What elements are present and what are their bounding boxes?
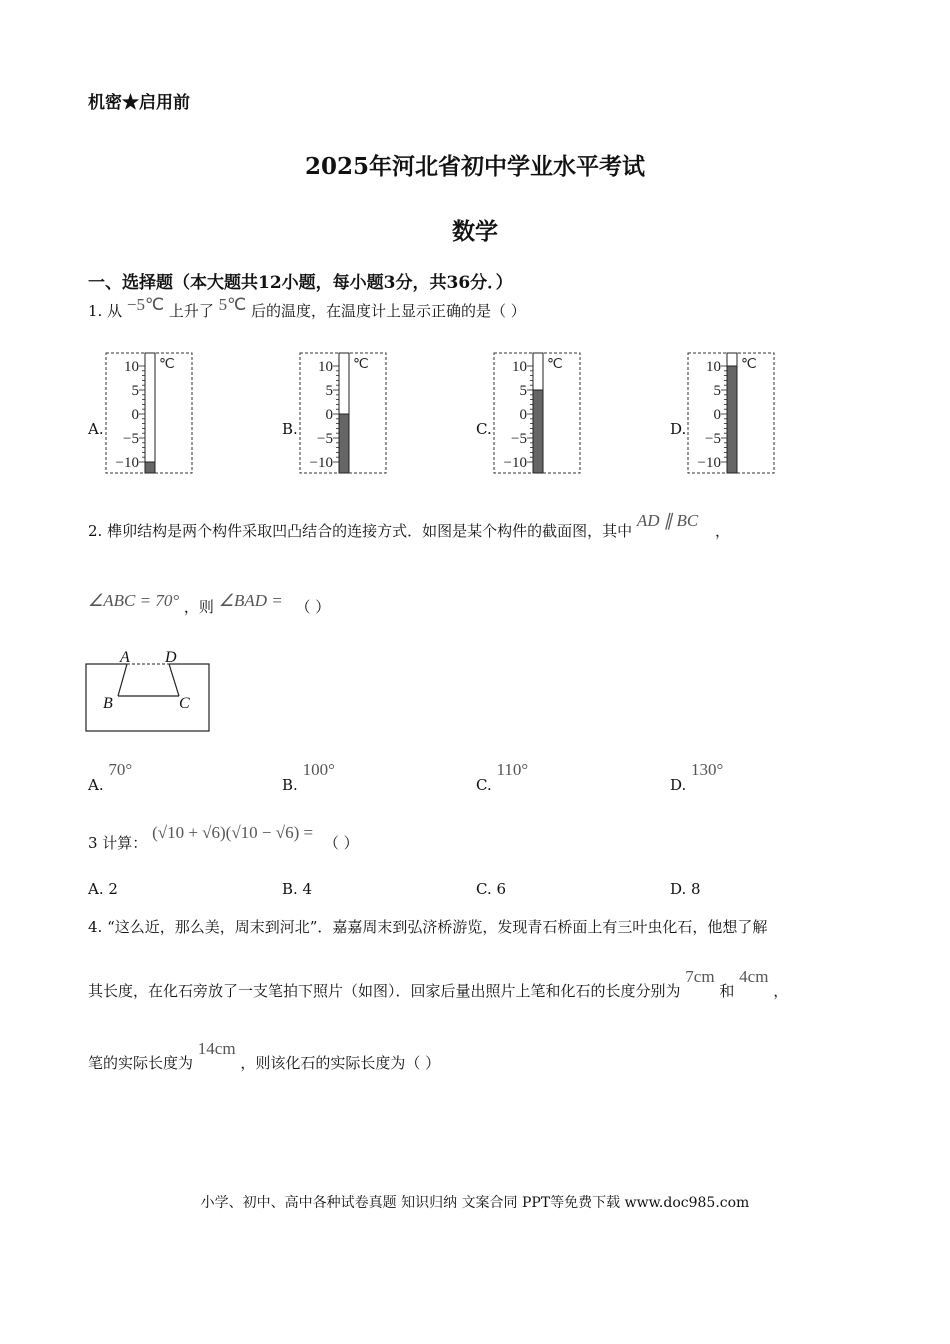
q1-option-b-label[interactable]: B.: [282, 420, 298, 438]
thermometer-unit: ℃: [547, 357, 563, 372]
q1-text-b: 上升了: [168, 302, 214, 320]
q2-option-b-label: B.: [282, 776, 298, 794]
q1-text-a: 从: [107, 302, 123, 320]
thermometer-tick-label: 10: [124, 359, 139, 375]
question-4-line3: [88, 1039, 441, 1073]
thermometer-unit: ℃: [741, 357, 757, 372]
q4-and: 和: [719, 982, 735, 1000]
question-1-stem: [88, 295, 526, 321]
q1-option-a-thermometer[interactable]: [105, 352, 195, 476]
question-2-stem-line2: [88, 591, 331, 617]
q2-label-b: B: [103, 695, 113, 712]
page-footer: 小学、初中、高中各种试卷真题 知识归纳 文案合同 PPT等免费下载 www.doc985.com: [200, 1195, 750, 1211]
thermometer-tube: [145, 353, 155, 473]
thermometer-mercury: [145, 462, 155, 473]
q1-text-c: 后的温度，在温度计上显示正确的是（ ）: [251, 302, 526, 320]
thermometer-tick-label: 0: [519, 407, 527, 423]
q1-option-a-label[interactable]: A.: [88, 420, 104, 438]
thermometer-tick-label: 0: [131, 407, 139, 423]
q1-option-c-thermometer[interactable]: [493, 352, 583, 476]
q3-math: (√10 + √6)(√10 − √6) =: [152, 823, 314, 842]
q2-comma: ，: [715, 522, 731, 540]
q2-option-b[interactable]: [282, 760, 335, 794]
thermometer-tick-label: −10: [503, 455, 527, 471]
thermometer-mercury: [727, 366, 737, 473]
thermometer-unit: ℃: [159, 357, 175, 372]
q2-option-a-value: 70°: [108, 760, 133, 779]
q2-math-parallel: AD ∥ BC: [636, 511, 699, 530]
question-2-stem-line1: [88, 511, 731, 541]
thermometer-tick-label: −10: [309, 455, 333, 471]
thermometer-tick-label: −5: [705, 431, 721, 447]
thermometer-tick-label: −5: [123, 431, 139, 447]
section-heading: 一、选择题（本大题共12小题，每小题3分，共36分．）: [88, 273, 513, 293]
q2-option-d[interactable]: [670, 760, 724, 794]
q2-option-c[interactable]: [476, 760, 529, 794]
q3-option-b[interactable]: B. 4: [282, 880, 313, 898]
q1-math-a: −5℃: [126, 295, 165, 314]
thermometer-tick-label: 5: [519, 383, 527, 399]
q3-option-d[interactable]: D. 8: [670, 880, 701, 898]
q2-figure-ab: [118, 664, 127, 696]
q2-option-b-value: 100°: [302, 760, 335, 779]
q1-number: 1.: [88, 302, 103, 320]
thermometer-tick-label: 0: [325, 407, 333, 423]
thermometer-tick-label: −5: [317, 431, 333, 447]
q2-label-c: C: [179, 695, 190, 712]
q1-option-d-label[interactable]: D.: [670, 420, 687, 438]
question-4-line2: [88, 967, 789, 1001]
q2-label-a: A: [120, 649, 130, 666]
q2-figure-cd: [169, 664, 179, 696]
thermometer-tick-label: 5: [713, 383, 721, 399]
q4-comma: ，: [773, 982, 789, 1000]
q4-line2-text: 其长度，在化石旁放了一支笔拍下照片（如图）．回家后量出照片上笔和化石的长度分别为: [88, 982, 681, 1000]
q3-text-a: 3 计算：: [88, 834, 148, 852]
thermometer-tick-label: −10: [697, 455, 721, 471]
q2-text-a: 2. 榫卯结构是两个构件采取凹凸结合的连接方式．如图是某个构件的截面图，其中: [88, 522, 633, 540]
thermometer-mercury: [533, 390, 543, 473]
q4-math-7cm: 7cm: [685, 967, 715, 986]
q4-math-4cm: 4cm: [739, 967, 769, 986]
q1-option-c-label[interactable]: C.: [476, 420, 492, 438]
q4-math-14cm: 14cm: [197, 1039, 236, 1058]
q2-figure: [80, 645, 220, 740]
q2-option-c-value: 110°: [496, 760, 529, 779]
q2-text-c: （ ）: [295, 598, 331, 616]
q4-line3-text-a: 笔的实际长度为: [88, 1054, 194, 1072]
confidential-mark: 机密★启用前: [88, 93, 190, 113]
q2-option-c-label: C.: [476, 776, 492, 794]
q2-option-d-label: D.: [670, 776, 687, 794]
q3-option-c[interactable]: C. 6: [476, 880, 507, 898]
q3-option-a[interactable]: A. 2: [88, 880, 118, 898]
thermometer-tick-label: −10: [115, 455, 139, 471]
q1-option-d-thermometer[interactable]: [687, 352, 777, 476]
thermometer-tick-label: 10: [706, 359, 721, 375]
thermometer-unit: ℃: [353, 357, 369, 372]
thermometer-mercury: [339, 414, 349, 473]
q2-option-a[interactable]: [88, 760, 133, 794]
q1-option-b-thermometer[interactable]: [299, 352, 389, 476]
q4-line3-text-b: ，则该化石的实际长度为（ ）: [240, 1054, 441, 1072]
thermometer-tick-label: 5: [131, 383, 139, 399]
thermometer-tick-label: 5: [325, 383, 333, 399]
thermometer-tick-label: 10: [318, 359, 333, 375]
exam-title: 2025年河北省初中学业水平考试: [304, 153, 645, 180]
question-3-stem: [88, 822, 359, 852]
thermometer-tick-label: 10: [512, 359, 527, 375]
exam-subject: 数学: [452, 218, 498, 245]
q2-math-angle-abc: ∠ABC = 70°: [88, 591, 180, 610]
q2-math-angle-bad: ∠BAD =: [218, 591, 283, 610]
q1-math-b: 5℃: [218, 295, 247, 314]
q2-label-d: D: [165, 649, 177, 666]
q2-text-b: ，则: [183, 598, 214, 616]
thermometer-tick-label: −5: [511, 431, 527, 447]
q2-option-a-label: A.: [88, 776, 104, 794]
q3-text-b: （ ）: [323, 834, 359, 852]
thermometer-tick-label: 0: [713, 407, 721, 423]
question-4-line1: 4. “这么近，那么美，周末到河北”．嘉嘉周末到弘济桥游览，发现青石桥面上有三叶虫化石，他想了解: [88, 918, 768, 936]
q2-option-d-value: 130°: [691, 760, 724, 779]
